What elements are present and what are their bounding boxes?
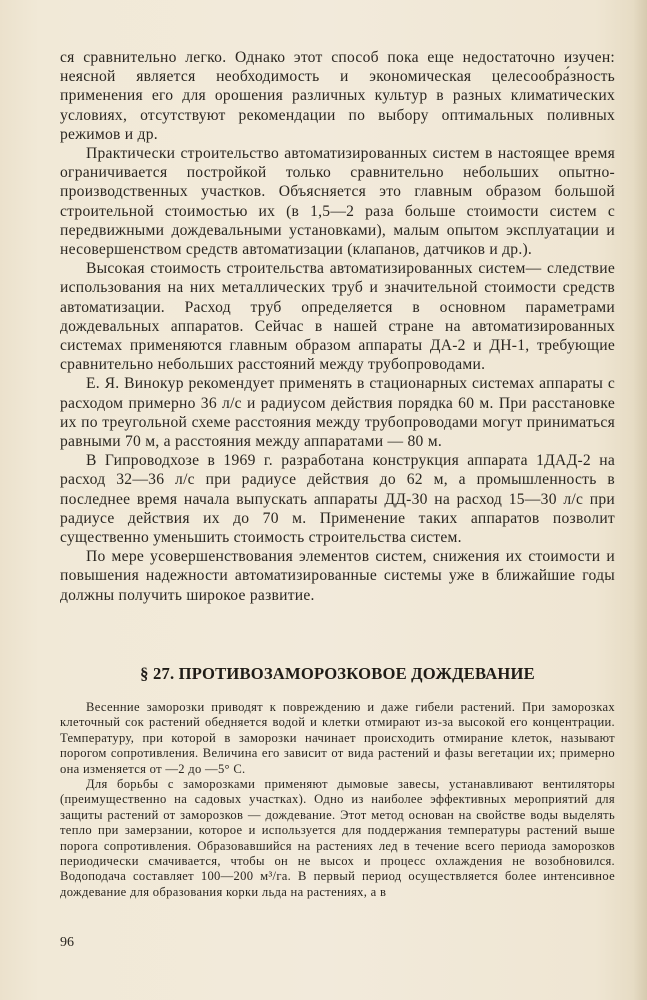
main-text-block <box>60 48 615 605</box>
paragraph-vinokur: Е. Я. Винокур рекомендует применять в стационарных системах аппараты с расходом примерно 36 л/с и радиусом действия порядка 60 м. При расстановке их по треугольной схеме расстояния между трубопроводами могут приниматься равными 70 м, а расстояния между аппаратами — 80 м. <box>60 375 615 451</box>
page-edge-shadow <box>633 0 647 1000</box>
page-number: 96 <box>60 935 74 950</box>
paragraph-construction: Практически строительство автоматизированных систем в настоящее время ограничивается постройкой только сравнительно небольших опытно-производственных участков. Объясняется это главным образом большой строительной стоимостью их (в 1,5—2 раза больше стоимости систем с передвижными дождевальными установками), малым опытом эксплуатации и несовершенством средств автоматизации (клапанов, датчиков и др.). <box>60 145 615 259</box>
paragraph-cost: Высокая стоимость строительства автоматизированных систем— следствие использования на них металлических труб и значительной стоимости средств автоматизации. Расход труб определяется в основном параметрами дождевальных аппаратов. Сейчас в нашей стране на автоматизированных системах применяются главным образом аппараты ДА-2 и ДН-1, требующие сравнительно небольших расстояний между трубопроводами. <box>60 260 615 374</box>
paragraph-giprovodkhoz: В Гипроводхозе в 1969 г. разработана конструкция аппарата 1ДАД-2 на расход 32—36 л/с при радиусе действия до 62 м, а промышленность в последнее время начала выпускать аппараты ДД-30 на расход 15—30 л/с при радиусе действия их до 70 м. Применение таких аппаратов позволит существенно уменьшить стоимость строительства систем. <box>60 452 615 547</box>
paragraph-development: По мере усовершенствования элементов систем, снижения их стоимости и повышения надежности автоматизированные системы уже в ближайшие годы должны получить широкое развитие. <box>60 548 615 604</box>
section-heading: § 27. ПРОТИВОЗАМОРОЗКОВОЕ ДОЖДЕВАНИЕ <box>140 664 535 683</box>
paragraph-continuation: ся сравнительно легко. Однако этот способ пока еще недостаточно изучен: неясной является необходимость и экономическая целесообра́зность применения его для орошения различных культур в разных климатических условиях, отсутствуют рекомендации по выбору оптимальных поливных режимов и др. <box>60 49 615 143</box>
paragraph-frost: Весенние заморозки приводят к повреждению и даже гибели растений. При заморозках клеточный сок растений обедняется водой и клетки отмирают из-за высокой его концентрации. Температуру, при которой в заморозки начинает происходить отмирание клеток, называют порогом сопротивления. Величина его зависит от вида растений и фазы вегетации их; примерно она изменяется от —2 до —5° С. <box>60 700 615 776</box>
section-text-block <box>60 700 615 900</box>
paragraph-frost-protection: Для борьбы с заморозками применяют дымовые завесы, устанавливают вентиляторы (преимущественно на садовых участках). Одно из наиболее эффективных мероприятий для защиты растений от заморозков — дождевание. Этот метод основан на свойстве воды выделять тепло при замерзании, которое и используется для поддержания температуры растений выше порога сопротивления. Образовавшийся на растениях лед в течение всего периода заморозков периодически смачивается, чтобы он не высох и процесс охлаждения не возобновился. Водоподача составляет 100—200 м³/га. В первый период осуществляется более интенсивное дождевание для образования корки льда на растениях, а в <box>60 777 615 899</box>
